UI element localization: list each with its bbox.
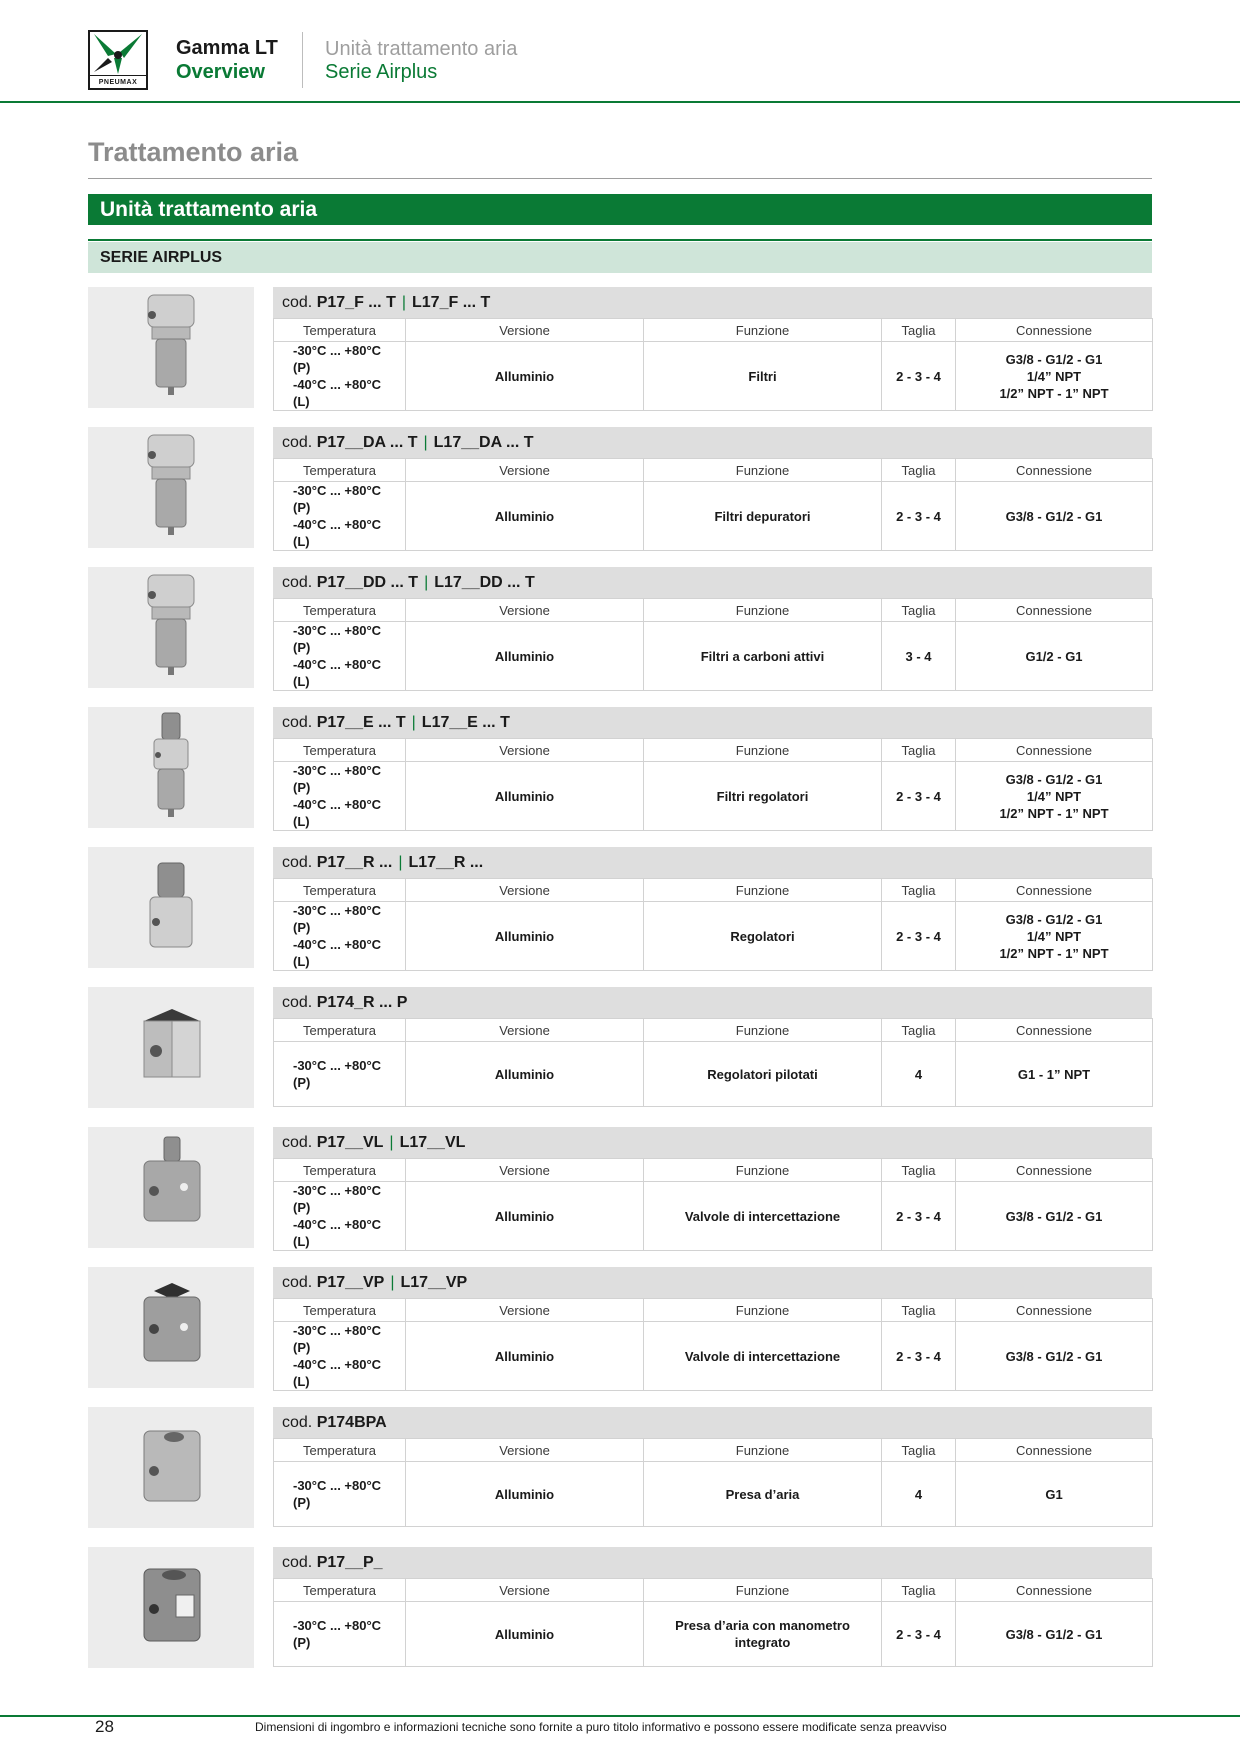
product-code: [273, 287, 1152, 318]
code-p: P17_F ... T: [316, 294, 396, 311]
spec-table: [273, 1158, 1153, 1251]
code-separator: |: [423, 434, 428, 451]
spec-table: [273, 1438, 1153, 1527]
size-cell: 3 - 4: [882, 622, 956, 691]
code-p: P17__VL: [316, 1134, 384, 1151]
product-row: [88, 427, 1152, 548]
spec-table: [273, 318, 1153, 411]
code-l: L17__R ...: [408, 854, 484, 871]
product-code: [273, 427, 1152, 458]
product-image: [88, 847, 254, 968]
size-cell: 2 - 3 - 4: [882, 1322, 956, 1391]
code-l: L17__E ... T: [421, 714, 510, 731]
temp-p: -30°C ... +80°C (P): [293, 763, 382, 795]
version-cell: Alluminio: [406, 1462, 644, 1527]
code-prefix: cod.: [282, 294, 313, 311]
conn-1: G1: [1045, 1486, 1063, 1502]
code-p: P17__R ...: [316, 854, 393, 871]
col-temperature: Temperatura: [274, 879, 406, 902]
product-code: [273, 1547, 1152, 1578]
size-cell: 2 - 3 - 4: [882, 902, 956, 971]
conn-1: G3/8 - G1/2 - G1: [1005, 508, 1103, 524]
product-row: [88, 847, 1152, 968]
version-cell: Alluminio: [406, 342, 644, 411]
temp-l: -40°C ... +80°C (L): [293, 377, 382, 409]
col-connection: Connessione: [956, 1439, 1153, 1462]
code-separator: |: [389, 1134, 394, 1151]
product-image: [88, 1407, 254, 1528]
connection-cell: [956, 482, 1153, 551]
col-connection: Connessione: [956, 1299, 1153, 1322]
col-function: Funzione: [644, 1159, 882, 1182]
spec-table: [273, 1298, 1153, 1391]
page-number: 28: [95, 1717, 114, 1736]
col-version: Versione: [406, 319, 644, 342]
col-connection: Connessione: [956, 879, 1153, 902]
connection-cell: [956, 1602, 1153, 1667]
temperature-cell: [274, 1462, 406, 1527]
product-table: [273, 1407, 1152, 1528]
code-prefix: cod.: [282, 574, 313, 591]
code-separator: |: [390, 1274, 395, 1291]
conn-1: G3/8 - G1/2 - G1: [1005, 911, 1103, 927]
filter-regulator-icon: [88, 707, 254, 828]
temperature-cell: [274, 1182, 406, 1251]
col-connection: Connessione: [956, 599, 1153, 622]
temperature-cell: [274, 902, 406, 971]
col-function: Funzione: [644, 459, 882, 482]
connection-cell: [956, 1042, 1153, 1107]
version-cell: Alluminio: [406, 1042, 644, 1107]
code-p: P17__DD ... T: [316, 574, 419, 591]
col-size: Taglia: [882, 319, 956, 342]
col-temperature: Temperatura: [274, 1579, 406, 1602]
col-temperature: Temperatura: [274, 459, 406, 482]
function-cell: Filtri a carboni attivi: [644, 622, 882, 691]
code-prefix: cod.: [282, 1274, 313, 1291]
conn-2: 1/4” NPT: [1026, 788, 1082, 804]
col-function: Funzione: [644, 599, 882, 622]
product-code: [273, 987, 1152, 1018]
version-cell: Alluminio: [406, 482, 644, 551]
code-p: P174BPA: [316, 1414, 387, 1431]
footer-divider: [0, 1715, 1240, 1717]
code-separator: |: [401, 294, 406, 311]
temp-p: -30°C ... +80°C (P): [293, 1323, 382, 1355]
col-version: Versione: [406, 599, 644, 622]
product-image: [88, 427, 254, 548]
product-image: [88, 1127, 254, 1248]
col-size: Taglia: [882, 599, 956, 622]
series-title: SERIE AIRPLUS: [88, 242, 1152, 273]
section-divider: [88, 239, 1152, 241]
code-l: L17__VL: [399, 1134, 466, 1151]
conn-3: 1/2” NPT - 1” NPT: [999, 385, 1109, 401]
size-cell: 4: [882, 1042, 956, 1107]
filter-unit-icon: [88, 427, 254, 548]
col-function: Funzione: [644, 739, 882, 762]
product-row: [88, 1407, 1152, 1528]
code-prefix: cod.: [282, 1554, 313, 1571]
size-cell: 2 - 3 - 4: [882, 342, 956, 411]
product-image: [88, 287, 254, 408]
col-version: Versione: [406, 1439, 644, 1462]
header-title: Gamma LT: [176, 37, 278, 59]
temp-p: -30°C ... +80°C (P): [293, 903, 382, 935]
size-cell: 2 - 3 - 4: [882, 762, 956, 831]
piloted-regulator-icon: [88, 987, 254, 1108]
temperature-cell: [274, 1322, 406, 1391]
temp-p: -30°C ... +80°C (P): [293, 343, 382, 375]
temp-l: -40°C ... +80°C (L): [293, 1217, 382, 1249]
header-subtitle: Unità trattamento aria: [325, 38, 518, 60]
product-code: [273, 1407, 1152, 1438]
spec-table: [273, 1578, 1153, 1667]
col-version: Versione: [406, 879, 644, 902]
connection-cell: [956, 1322, 1153, 1391]
function-cell: Presa d’aria: [644, 1462, 882, 1527]
col-temperature: Temperatura: [274, 319, 406, 342]
conn-3: 1/2” NPT - 1” NPT: [999, 945, 1109, 961]
spec-table: [273, 598, 1153, 691]
conn-1: G1 - 1” NPT: [1017, 1066, 1091, 1082]
regulator-icon: [88, 847, 254, 968]
product-row: [88, 1547, 1152, 1668]
col-version: Versione: [406, 1299, 644, 1322]
product-image: [88, 1547, 254, 1668]
col-size: Taglia: [882, 739, 956, 762]
conn-2: 1/4” NPT: [1026, 368, 1082, 384]
product-table: [273, 1267, 1152, 1388]
page-title: Trattamento aria: [88, 137, 299, 167]
header-divider: [0, 101, 1240, 103]
size-cell: 2 - 3 - 4: [882, 1182, 956, 1251]
version-cell: Alluminio: [406, 1602, 644, 1667]
connection-cell: [956, 1462, 1153, 1527]
version-cell: Alluminio: [406, 1322, 644, 1391]
code-prefix: cod.: [282, 1134, 313, 1151]
temp-l: -40°C ... +80°C (L): [293, 657, 382, 689]
temperature-cell: [274, 1042, 406, 1107]
code-p: P17__P_: [316, 1554, 383, 1571]
col-function: Funzione: [644, 1439, 882, 1462]
conn-2: 1/4” NPT: [1026, 928, 1082, 944]
code-p: P17__E ... T: [316, 714, 406, 731]
function-cell: Regolatori pilotati: [644, 1042, 882, 1107]
connection-cell: [956, 622, 1153, 691]
function-cell: Filtri: [644, 342, 882, 411]
temp-l: -40°C ... +80°C (L): [293, 937, 382, 969]
col-connection: Connessione: [956, 1019, 1153, 1042]
spec-table: [273, 738, 1153, 831]
product-code: [273, 847, 1152, 878]
code-p: P174_R ... P: [316, 994, 408, 1011]
col-size: Taglia: [882, 1439, 956, 1462]
conn-3: 1/2” NPT - 1” NPT: [999, 805, 1109, 821]
code-separator: |: [424, 574, 429, 591]
logo-mark-icon: [90, 32, 146, 76]
connection-cell: [956, 762, 1153, 831]
product-image: [88, 707, 254, 828]
logo-wordmark: PNEUMAX: [90, 75, 146, 88]
product-table: [273, 1547, 1152, 1668]
code-l: L17__DD ... T: [434, 574, 535, 591]
header-separator: [302, 32, 303, 88]
conn-1: G1/2 - G1: [1025, 648, 1083, 664]
code-l: L17__DA ... T: [433, 434, 534, 451]
col-temperature: Temperatura: [274, 1019, 406, 1042]
temp-p: -30°C ... +80°C (P): [293, 483, 382, 515]
product-row: [88, 287, 1152, 408]
code-separator: |: [398, 854, 403, 871]
col-temperature: Temperatura: [274, 739, 406, 762]
col-version: Versione: [406, 1579, 644, 1602]
function-cell: Regolatori: [644, 902, 882, 971]
function-cell: Presa d’aria con manometro integrato: [644, 1602, 882, 1667]
col-function: Funzione: [644, 1579, 882, 1602]
spec-table: [273, 878, 1153, 971]
pneumax-logo: [88, 30, 148, 90]
col-connection: Connessione: [956, 1159, 1153, 1182]
air-outlet-block-icon: [88, 1407, 254, 1528]
temp-p: -30°C ... +80°C (P): [293, 623, 382, 655]
code-l: L17__VP: [400, 1274, 468, 1291]
col-temperature: Temperatura: [274, 1159, 406, 1182]
size-cell: 2 - 3 - 4: [882, 1602, 956, 1667]
product-list: [88, 287, 1152, 1687]
col-size: Taglia: [882, 1019, 956, 1042]
col-connection: Connessione: [956, 1579, 1153, 1602]
filter-unit-icon: [88, 287, 254, 408]
section-title: Unità trattamento aria: [88, 194, 1152, 225]
temp-l: -40°C ... +80°C (L): [293, 1357, 382, 1389]
conn-1: G3/8 - G1/2 - G1: [1005, 1348, 1103, 1364]
product-row: [88, 707, 1152, 828]
connection-cell: [956, 1182, 1153, 1251]
conn-1: G3/8 - G1/2 - G1: [1005, 1626, 1103, 1642]
temp-l: -40°C ... +80°C (L): [293, 797, 382, 829]
product-table: [273, 1127, 1152, 1248]
code-prefix: cod.: [282, 1414, 313, 1431]
col-function: Funzione: [644, 319, 882, 342]
col-temperature: Temperatura: [274, 599, 406, 622]
connection-cell: [956, 342, 1153, 411]
code-prefix: cod.: [282, 854, 313, 871]
col-temperature: Temperatura: [274, 1299, 406, 1322]
header-title-overview: Overview: [176, 61, 265, 83]
temperature-cell: [274, 762, 406, 831]
product-image: [88, 987, 254, 1108]
code-prefix: cod.: [282, 714, 313, 731]
code-separator: |: [411, 714, 416, 731]
product-code: [273, 567, 1152, 598]
product-table: [273, 847, 1152, 968]
code-p: P17__DA ... T: [316, 434, 418, 451]
product-code: [273, 1127, 1152, 1158]
function-cell: Filtri regolatori: [644, 762, 882, 831]
conn-1: G3/8 - G1/2 - G1: [1005, 351, 1103, 367]
temp-p: -30°C ... +80°C (P): [293, 1058, 382, 1090]
temperature-cell: [274, 1602, 406, 1667]
product-table: [273, 567, 1152, 688]
function-cell: Filtri depuratori: [644, 482, 882, 551]
size-cell: 2 - 3 - 4: [882, 482, 956, 551]
product-code: [273, 1267, 1152, 1298]
spec-table: [273, 458, 1153, 551]
product-table: [273, 707, 1152, 828]
spec-table: [273, 1018, 1153, 1107]
col-function: Funzione: [644, 1019, 882, 1042]
col-version: Versione: [406, 739, 644, 762]
connection-cell: [956, 902, 1153, 971]
header-subtitle-series: Serie Airplus: [325, 61, 438, 83]
product-table: [273, 287, 1152, 408]
col-size: Taglia: [882, 879, 956, 902]
conn-1: G3/8 - G1/2 - G1: [1005, 1208, 1103, 1224]
page-header: [0, 0, 1240, 103]
temp-p: -30°C ... +80°C (P): [293, 1478, 382, 1510]
col-function: Funzione: [644, 879, 882, 902]
product-table: [273, 987, 1152, 1108]
product-row: [88, 1267, 1152, 1388]
product-image: [88, 1267, 254, 1388]
version-cell: Alluminio: [406, 622, 644, 691]
col-size: Taglia: [882, 1579, 956, 1602]
col-connection: Connessione: [956, 739, 1153, 762]
temperature-cell: [274, 482, 406, 551]
code-prefix: cod.: [282, 434, 313, 451]
code-p: P17__VP: [316, 1274, 385, 1291]
temp-l: -40°C ... +80°C (L): [293, 517, 382, 549]
version-cell: Alluminio: [406, 1182, 644, 1251]
col-size: Taglia: [882, 1159, 956, 1182]
temperature-cell: [274, 342, 406, 411]
conn-1: G3/8 - G1/2 - G1: [1005, 771, 1103, 787]
col-version: Versione: [406, 1159, 644, 1182]
col-version: Versione: [406, 459, 644, 482]
shutoff-valve-icon: [88, 1127, 254, 1248]
temp-p: -30°C ... +80°C (P): [293, 1183, 382, 1215]
product-image: [88, 567, 254, 688]
size-cell: 4: [882, 1462, 956, 1527]
product-row: [88, 1127, 1152, 1248]
product-row: [88, 987, 1152, 1108]
temp-p: -30°C ... +80°C (P): [293, 1618, 382, 1650]
product-row: [88, 567, 1152, 688]
version-cell: Alluminio: [406, 762, 644, 831]
version-cell: Alluminio: [406, 902, 644, 971]
col-connection: Connessione: [956, 319, 1153, 342]
code-l: L17_F ... T: [412, 294, 491, 311]
footer-note: Dimensioni di ingombro e informazioni tecniche sono fornite a puro titolo informativo e possono essere modificate senza preavviso: [255, 1720, 947, 1734]
col-function: Funzione: [644, 1299, 882, 1322]
filter-unit-icon: [88, 567, 254, 688]
col-size: Taglia: [882, 1299, 956, 1322]
col-version: Versione: [406, 1019, 644, 1042]
air-outlet-gauge-icon: [88, 1547, 254, 1668]
col-temperature: Temperatura: [274, 1439, 406, 1462]
title-divider: [88, 178, 1152, 179]
product-table: [273, 427, 1152, 548]
function-cell: Valvole di intercettazione: [644, 1182, 882, 1251]
code-prefix: cod.: [282, 994, 313, 1011]
pneumatic-valve-icon: [88, 1267, 254, 1388]
function-cell: Valvole di intercettazione: [644, 1322, 882, 1391]
product-code: [273, 707, 1152, 738]
col-connection: Connessione: [956, 459, 1153, 482]
col-size: Taglia: [882, 459, 956, 482]
temperature-cell: [274, 622, 406, 691]
